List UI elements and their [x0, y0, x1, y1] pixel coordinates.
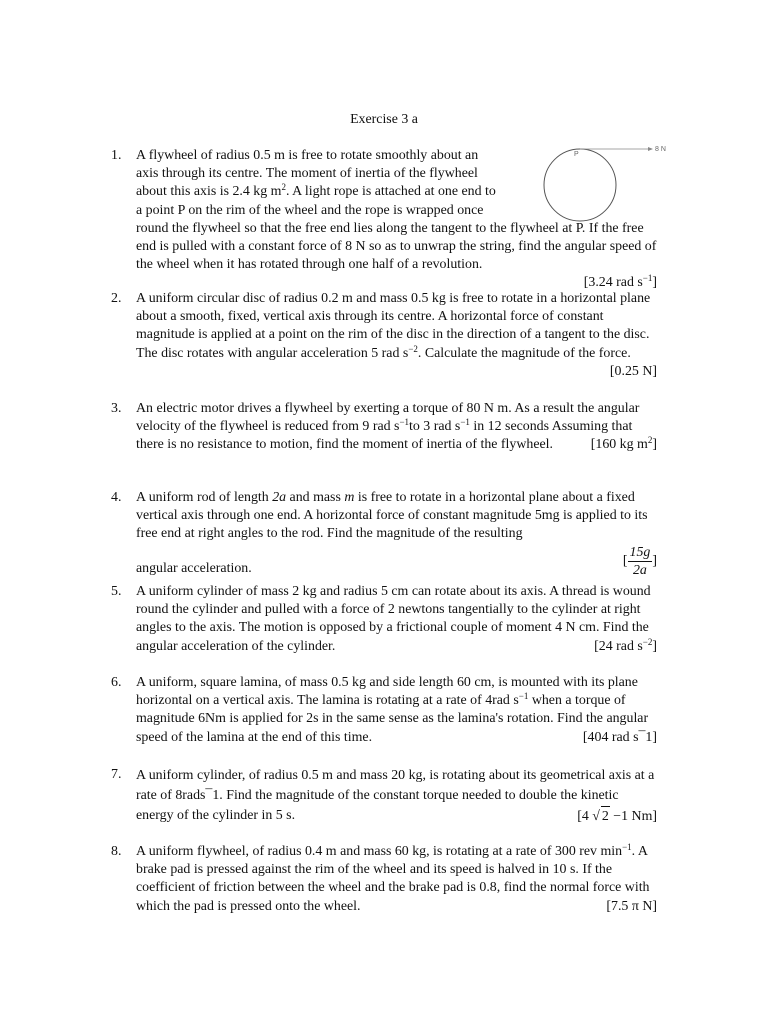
- question-4: [112, 489, 657, 579]
- arrow-icon: [648, 147, 653, 151]
- page-title: Exercise 3 a: [350, 112, 418, 127]
- question-text: is free to rotate in a horizontal plane about a fixed vertical axis through one end. A horizontal force of constant magnitude 5mg is applied to its free end at right angles to the rod. Find the magnitude of the resulting: [136, 490, 648, 542]
- question-2: [112, 290, 657, 381]
- question-number: 7.: [111, 767, 122, 782]
- superscript: −1: [399, 417, 410, 428]
- question-8: [112, 843, 657, 916]
- question-number: 5.: [111, 584, 122, 599]
- answer: [ $\frac{15g}{2a}$ ]: [622, 544, 657, 578]
- question-text: An electric motor drives a flywheel by exerting a torque of 80 N m. As a result the angular velocity of the flywheel is reduced from 9 rad s: [136, 401, 640, 435]
- force-label: 8 N: [655, 146, 666, 153]
- question-text: A uniform rod of length: [136, 490, 273, 505]
- variable: m: [344, 490, 355, 505]
- question-3: [112, 400, 657, 455]
- superscript: −1: [460, 417, 470, 428]
- question-text: A uniform circular disc of radius 0.2 m and mass 0.5 kg is free to rotate in a horizontal plane about a smooth, fixed, vertical axis through its centre. A horizontal force of constant magnitude is applied at a point on the rim of the disc in the direction of a tangent to the disc. The disc rotates with angular acceleration 5 rad s: [136, 291, 651, 361]
- question-number: 2.: [111, 291, 122, 306]
- question-text: a point P on the rim of the wheel and the rope is wrapped once: [136, 202, 484, 218]
- answer: [4 √ 2 −1 Nm]: [577, 806, 657, 827]
- question-text: when a torque of magnitude 6Nm is applied for 2s in the same sense as the lamina's rotation. Find the angular speed of the lamina at the end of this time.: [136, 693, 649, 745]
- answer: [404 rad s¯1]: [582, 729, 657, 745]
- question-number: 6.: [111, 675, 122, 690]
- point-label: P: [574, 151, 579, 158]
- question-6: [112, 674, 657, 747]
- question-number: 1.: [111, 148, 122, 163]
- question-number: 4.: [111, 490, 122, 505]
- question-number: 3.: [111, 401, 122, 416]
- question-text: . A brake pad is pressed against the rim of the wheel and its speed is halved in 10 s. If the coefficient of friction between the wheel and the brake pad is 0.8, find the normal force with which the pad is pressed onto the wheel.: [136, 844, 650, 914]
- question-7: [112, 766, 657, 827]
- superscript: 2: [281, 182, 286, 193]
- question-text: in 12 seconds Assuming that there is no resistance to motion, find the moment of inertia of the flywheel.: [136, 419, 633, 453]
- question-text: round the flywheel so that the free end lies along the tangent to the flywheel at P. If the free end is pulled with a constant force of 8 N so as to unwrap the string, find the angular speed of the wheel when it has rotated through one half of a revolution.: [136, 220, 657, 273]
- flywheel-circle: [544, 149, 616, 221]
- question-text: . A light rope is attached at one end to: [285, 184, 496, 200]
- question-text: A flywheel of radius 0.5 m is free to rotate smoothly about an: [136, 148, 479, 163]
- variable: 2a: [272, 490, 287, 505]
- question-text: A uniform cylinder of mass 2 kg and radius 5 cm can rotate about its axis. A thread is wound round the cylinder and pulled with a force of 2 newtons tangentially to the cylinder at right angles to the axis. The motion is opposed by a frictional couple of moment 4 N cm. Find the angular acceleration of the cylinder.: [136, 584, 651, 654]
- question-text: A uniform cylinder, of radius 0.5 m and mass 20 kg, is rotating about its geometrical axis at a rate of 8rads¯1. Find the magnitude of the constant torque needed to double the kinetic energy of the cylinder in 5 s.: [136, 768, 655, 823]
- question-text: A uniform flywheel, of radius 0.4 m and mass 60 kg, is rotating at a rate of 300 rev min: [136, 844, 623, 859]
- superscript: −2: [408, 343, 418, 354]
- question-text: . Calculate the magnitude of the force.: [417, 345, 631, 361]
- superscript: −1: [518, 691, 529, 702]
- answer: [24 rad $s^{-2}$]: [594, 636, 657, 654]
- answer: [160 kg $m^2$]: [590, 435, 657, 453]
- flywheel-diagram: [540, 143, 680, 225]
- question-text: axis through its centre. The moment of inertia of the flywheel: [136, 166, 478, 182]
- question-text: A uniform, square lamina, of mass 0.5 kg and side length 60 cm, is mounted with its plane horizontal on a vertical axis. The lamina is rotating at a rate of 4rad s: [136, 675, 638, 709]
- answer: [3.24 rad $s^{-1}$]: [583, 273, 657, 291]
- question-5: [112, 583, 657, 656]
- question-text: to 3 rad s: [409, 419, 461, 435]
- question-number: 8.: [111, 844, 122, 859]
- question-text: angular acceleration.: [136, 560, 252, 576]
- answer: [0.25 N]: [609, 363, 657, 379]
- question-text: about this axis is 2.4 kg m: [136, 184, 282, 200]
- superscript: −1: [622, 842, 632, 852]
- question-text: and mass: [286, 490, 345, 505]
- answer: [7.5 π N]: [606, 898, 657, 914]
